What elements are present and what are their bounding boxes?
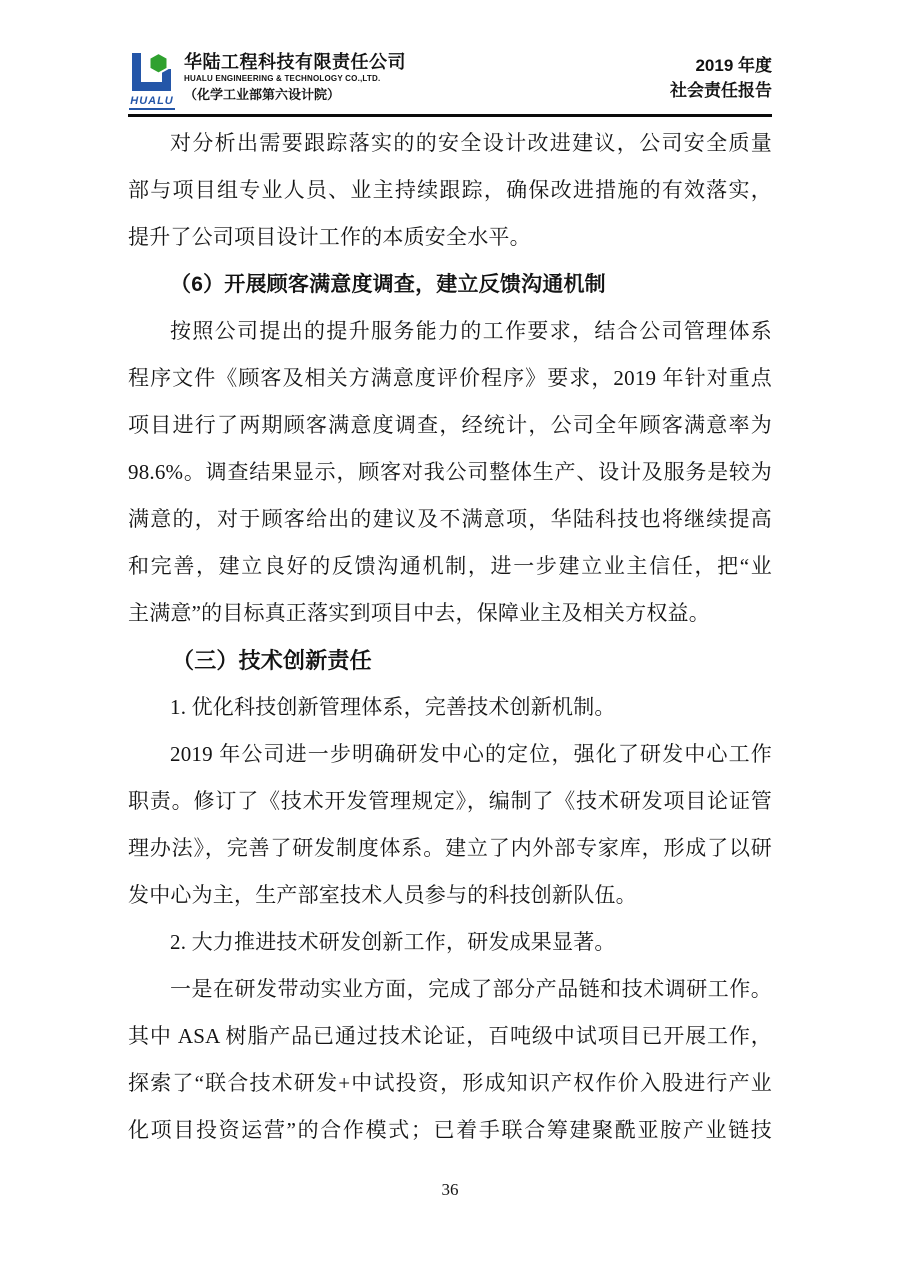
report-meta: [670, 52, 772, 103]
paragraph: [128, 919, 772, 966]
text-line: 98.6%。调查结果显示，顾客对我公司整体生产、设计及服务是较为: [128, 460, 772, 484]
text-line: 和完善，建立良好的反馈沟通机制，进一步建立业主信任，把“业: [128, 554, 772, 578]
text-line: 程序文件《顾客及相关方满意度评价程序》要求，2019 年针对重点: [128, 366, 772, 390]
text-line: 发中心为主，生产部室技术人员参与的科技创新队伍。: [128, 883, 637, 907]
document-body: [128, 120, 772, 1154]
text-line: 部与项目组专业人员、业主持续跟踪，确保改进措施的有效落实，: [128, 178, 772, 202]
text-line: 对分析出需要跟踪落实的的安全设计改进建议，公司安全质量: [170, 131, 772, 155]
text-line: 2. 大力推进技术研发创新工作，研发成果显著。: [170, 930, 616, 954]
section-heading: [128, 637, 772, 684]
text-line: 项目进行了两期顾客满意度调查，经统计，公司全年顾客满意率为: [128, 413, 772, 437]
text-line: 提升了公司项目设计工作的本质安全水平。: [128, 225, 531, 249]
page-number: 36: [441, 1180, 459, 1199]
section-heading: [128, 261, 772, 308]
text-line: 1. 优化科技创新管理体系，完善技术创新机制。: [170, 695, 616, 719]
text-line: 其中 ASA 树脂产品已通过技术论证，百吨级中试项目已开展工作，: [128, 1024, 772, 1048]
company-name-block: [184, 52, 406, 103]
text-line: 一是在研发带动实业方面，完成了部分产品链和技术调研工作。: [170, 977, 772, 1001]
text-line: 化项目投资运营”的合作模式；已着手联合筹建聚酰亚胺产业链技: [128, 1118, 772, 1142]
report-title: 社会责任报告: [670, 81, 772, 100]
company-name-note: （化学工业部第六设计院）: [184, 87, 341, 102]
company-name-cn: 华陆工程科技有限责任公司: [184, 52, 406, 72]
text-line: 职责。修订了《技术开发管理规定》，编制了《技术研发项目论证管: [128, 789, 772, 813]
paragraph: [128, 308, 772, 637]
text-line: 按照公司提出的提升服务能力的工作要求，结合公司管理体系: [170, 319, 772, 343]
text-line: （6）开展顾客满意度调查，建立反馈沟通机制: [170, 273, 606, 296]
paragraph: [128, 120, 772, 261]
hualu-logo-icon: [128, 52, 176, 110]
paragraph: [128, 684, 772, 731]
page-header: [128, 52, 772, 110]
text-line: 探索了“联合技术研发+中试投资，形成知识产权作价入股进行产业: [128, 1071, 772, 1095]
text-line: 主满意”的目标真正落实到项目中去，保障业主及相关方权益。: [128, 601, 710, 625]
company-name-en: HUALU ENGINEERING & TECHNOLOGY CO.,LTD.: [184, 74, 381, 83]
page-footer: [0, 1180, 900, 1200]
paragraph: [128, 731, 772, 919]
text-line: 满意的，对于顾客给出的建议及不满意项，华陆科技也将继续提高: [128, 507, 772, 531]
text-line: （三）技术创新责任: [172, 648, 372, 673]
paragraph: [128, 966, 772, 1154]
report-year: 2019 年度: [695, 56, 772, 75]
text-line: 2019 年公司进一步明确研发中心的定位，强化了研发中心工作: [170, 742, 772, 766]
logo-wordmark: HUALU: [129, 95, 175, 110]
header-divider: [128, 114, 772, 117]
text-line: 理办法》，完善了研发制度体系。建立了内外部专家库，形成了以研: [128, 836, 772, 860]
company-logo: [128, 52, 406, 110]
